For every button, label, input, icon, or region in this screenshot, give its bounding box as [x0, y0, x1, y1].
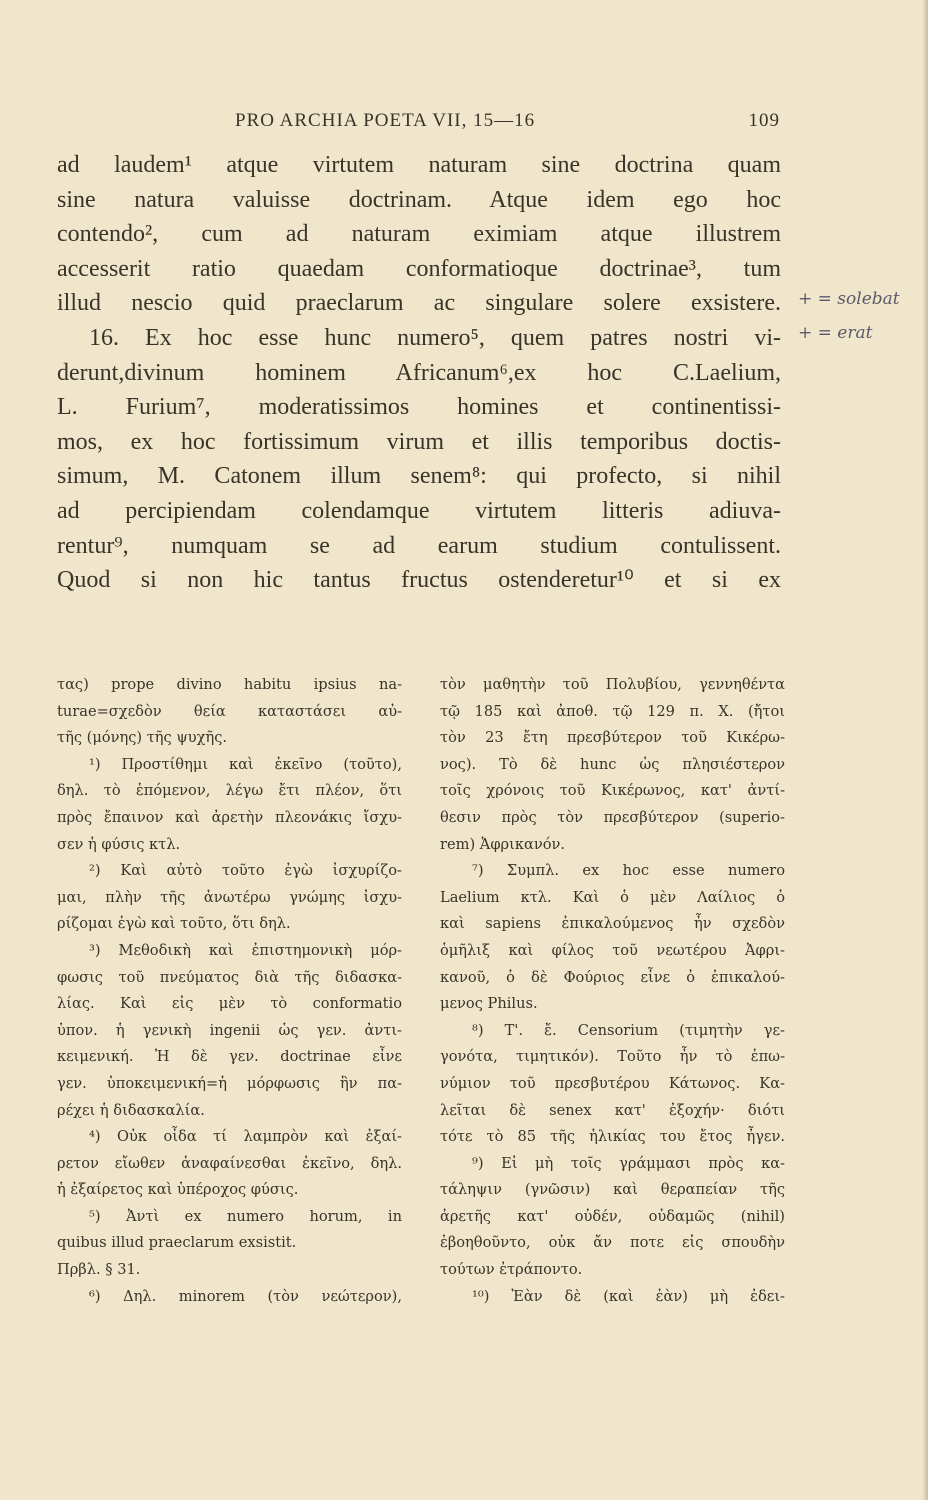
text-line: L. Furium⁷, moderatissimos homines et continentissi- — [57, 394, 781, 421]
note-line: πρὸς ἔπαινον καὶ ἀρετὴν πλεονάκις ἴσχυ- — [57, 808, 402, 826]
note-line: λεῖται δὲ senex κατ' ἐξοχήν· διότι — [440, 1101, 785, 1119]
text-line: simum, M. Catonem illum senem⁸: qui profecto, si nihil — [57, 463, 781, 490]
note-line: τας) prope divino habitu ipsius na- — [57, 676, 402, 693]
note-line: τούτων ἐτράποντο. — [440, 1261, 583, 1279]
text-line: Quod si non hic tantus fructus ostenderetur¹⁰ et si ex — [57, 567, 781, 594]
text-line: illud nescio quid praeclarum ac singulare solere exsistere. — [57, 290, 781, 317]
note-line: ¹⁰) Ἐὰν δὲ (καὶ ἐὰν) μὴ ἐδει- — [472, 1287, 785, 1305]
note-line: θεσιν πρὸς τὸν πρεσβύτερον (superio- — [440, 808, 785, 826]
note-line: ὁμῆλιξ καὶ φίλος τοῦ νεωτέρου Ἀφρι- — [440, 941, 785, 959]
note-line: τοῖς χρόνοις τοῦ Κικέρωνος, κατ' ἀντί- — [440, 782, 785, 800]
note-line: ρέχει ἡ διδασκαλία. — [57, 1101, 205, 1119]
note-line: κειμενική. Ἡ δὲ γεν. doctrinae εἶνε — [57, 1048, 402, 1066]
text-line: ad laudem¹ atque virtutem naturam sine doctrina quam — [57, 152, 781, 178]
note-line: ⁸) Τ'. ἔ. Censorium (τιμητὴν γε- — [472, 1021, 785, 1039]
note-line: τότε τὸ 85 τῆς ἡλικίας του ἔτος ἦγεν. — [440, 1128, 785, 1146]
note-line: Laelium κτλ. Καὶ ὁ μὲν Λαίλιος ὁ — [440, 888, 785, 906]
note-line: τὸν 23 ἔτη πρεσβύτερον τοῦ Κικέρω- — [440, 729, 785, 747]
note-line: ἐβοηθοῦντο, οὐκ ἄν ποτε εἰς σπουδὴν — [440, 1234, 785, 1252]
note-line: μενος Philus. — [440, 995, 538, 1013]
note-line: ⁶) Δηλ. minorem (τὸν νεώτερον), — [89, 1287, 402, 1305]
note-line: rem) Ἀφρικανόν. — [440, 835, 565, 853]
note-line: Πρβλ. § 31. — [57, 1261, 141, 1279]
page-edge-shadow — [922, 0, 928, 1500]
note-line: γονότα, τιμητικόν). Τοῦτο ἦν τὸ ἐπω- — [440, 1048, 785, 1066]
note-line: ⁷) Συμπλ. ex hoc esse numero — [472, 862, 785, 880]
text-line: ad percipiendam colendamque virtutem litteris adiuva- — [57, 497, 781, 524]
handwritten-margin-notes — [798, 282, 928, 350]
running-header — [60, 110, 780, 140]
note-line: ἡ ἐξαίρετος καὶ ὑπέροχος φύσις. — [57, 1181, 299, 1199]
note-line: τὸν μαθητὴν τοῦ Πολυβίου, γεννηθέντα — [440, 676, 785, 693]
note-line: τῆς (μόνης) τῆς ψυχῆς. — [57, 729, 228, 747]
note-line: turae=σχεδὸν θεία καταστάσει αὐ- — [57, 702, 402, 720]
note-line: ²) Καὶ αὐτὸ τοῦτο ἐγὼ ἰσχυρίζο- — [89, 862, 402, 880]
note-line: ὑπον. ἡ γενικὴ ingenii ὡς γεν. ἀντι- — [57, 1021, 402, 1039]
note-line: νος). Τὸ δὲ hunc ὡς πλησιέστερον — [440, 755, 785, 773]
margin-note: + = solebat — [798, 289, 900, 309]
note-line: δηλ. τὸ ἑπόμενον, λέγω ἔτι πλέον, ὅτι — [57, 782, 402, 800]
text-line: 16. Ex hoc esse hunc numero⁵, quem patres nostri vi- — [89, 324, 781, 351]
text-line: rentur⁹, numquam se ad earum studium contulissent. — [57, 532, 781, 559]
running-title: PRO ARCHIA POETA VII, 15—16 — [235, 110, 536, 131]
note-line: λίας. Καὶ εἰς μὲν τὸ conformatio — [57, 995, 402, 1013]
text-line: derunt,divinum hominem Africanum⁶,ex hoc C.Laelium, — [57, 359, 781, 386]
footnotes-right-column — [440, 672, 785, 1310]
text-line: mos, ex hoc fortissimum virum et illis temporibus doctis- — [57, 428, 781, 455]
note-line: ¹) Προστίθημι καὶ ἐκεῖνο (τοῦτο), — [89, 755, 402, 773]
footnotes-left-column — [57, 672, 402, 1310]
note-line: μαι, πλὴν τῆς ἀνωτέρω γνώμης ἰσχυ- — [57, 888, 402, 906]
margin-note: + = erat — [798, 323, 873, 343]
note-line: ρίζομαι ἐγὼ καὶ τοῦτο, ὅτι δηλ. — [57, 915, 291, 933]
note-line: ³) Μεθοδικὴ καὶ ἐπιστημονικὴ μόρ- — [89, 941, 402, 959]
note-line: νύμιον τοῦ πρεσβυτέρου Κάτωνος. Κα- — [440, 1074, 785, 1092]
note-line: quibus illud praeclarum exsistit. — [57, 1234, 297, 1252]
note-line: καὶ sapiens ἐπικαλούμενος ἦν σχεδὸν — [440, 915, 785, 933]
main-latin-text — [57, 148, 781, 598]
text-line: sine natura valuisse doctrinam. Atque idem ego hoc — [57, 186, 781, 213]
page-number: 109 — [748, 110, 780, 131]
note-line: ⁹) Εἰ μὴ τοῖς γράμμασι πρὸς κα- — [472, 1154, 785, 1172]
note-line: ἀρετῆς κατ' οὐδέν, οὐδαμῶς (nihil) — [440, 1207, 785, 1225]
note-line: τῷ 185 καὶ ἀποθ. τῷ 129 π. Χ. (ἤτοι — [440, 702, 785, 720]
note-line: κανοῦ, ὁ δὲ Φούριος εἶνε ὁ ἐπικαλού- — [440, 968, 785, 986]
note-line: ρετον εἴωθεν ἀναφαίνεσθαι ἐκεῖνο, δηλ. — [57, 1154, 402, 1172]
note-line: ⁴) Οὐκ οἶδα τί λαμπρὸν καὶ ἐξαί- — [89, 1128, 402, 1146]
note-line: φωσις τοῦ πνεύματος διὰ τῆς διδασκα- — [57, 968, 402, 986]
note-line: γεν. ὑποκειμενική=ἡ μόρφωσις ἣν πα- — [57, 1074, 402, 1092]
note-line: ⁵) Ἀντὶ ex numero horum, in — [89, 1207, 402, 1225]
note-line: τάληψιν (γνῶσιν) καὶ θεραπείαν τῆς — [440, 1181, 785, 1199]
text-line: accesserit ratio quaedam conformatioque doctrinae³, tum — [57, 255, 781, 282]
text-line: contendo², cum ad naturam eximiam atque illustrem — [57, 221, 781, 248]
note-line: σεν ἡ φύσις κτλ. — [57, 835, 181, 853]
